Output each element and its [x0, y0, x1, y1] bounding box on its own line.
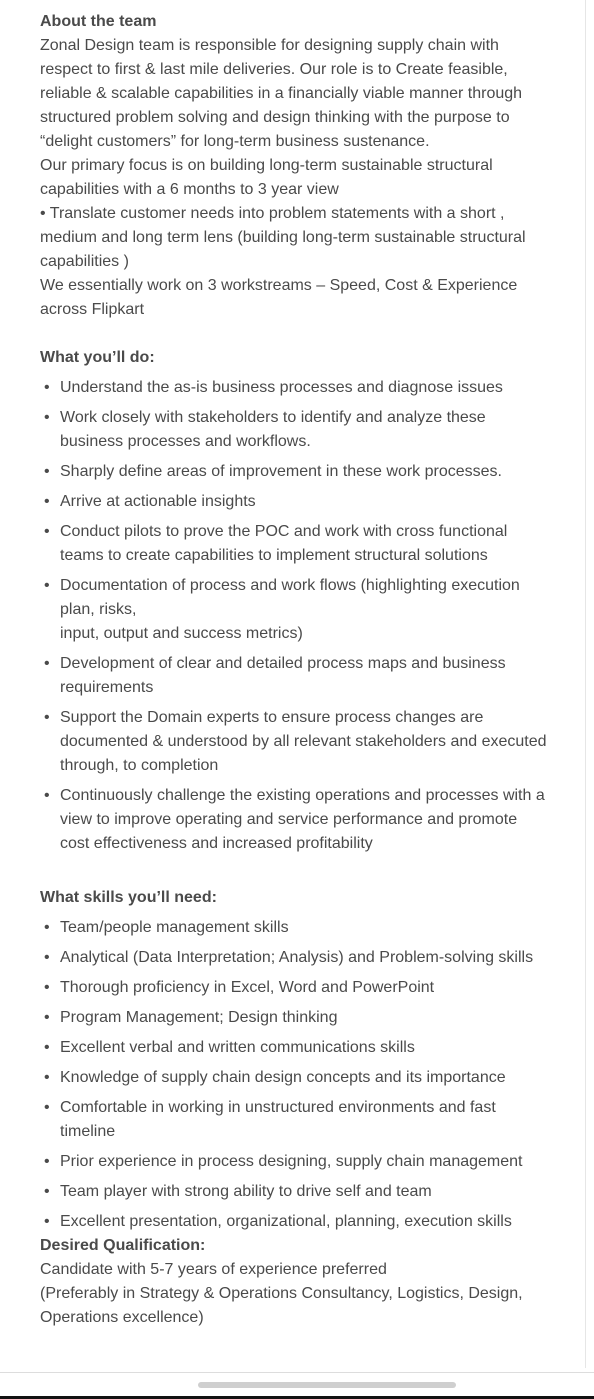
about-paragraph-1: Zonal Design team is responsible for designing supply chain with respect to first & last mile deliveries. Our role is to Create feasible, reliable & scalable capabilities in a financially viable manner through structured problem solving and design thinking with the purpose to “delight customers” for long-term business sustenance.: [40, 37, 523, 150]
bullet-icon: •: [44, 787, 50, 804]
list-item-text: Team player with strong ability to drive self and team: [60, 1183, 432, 1200]
list-item: [40, 1180, 550, 1204]
about-paragraph-4: We essentially work on 3 workstreams – Speed, Cost & Experience across Flipkart: [40, 277, 518, 318]
list-item: [40, 916, 550, 940]
bottom-bar: [0, 1372, 594, 1399]
list-item: [40, 652, 550, 700]
skills-list: [40, 916, 550, 1234]
list-item-text: Program Management; Design thinking: [60, 1009, 338, 1026]
list-item: [40, 490, 550, 514]
list-item-text: Documentation of process and work flows (highlighting execution plan, risks, input, output and success metrics): [60, 577, 520, 642]
what-you-do-section: [40, 346, 550, 856]
list-item-text: Excellent verbal and written communications skills: [60, 1039, 415, 1056]
list-item: [40, 784, 550, 856]
list-item-text: Development of clear and detailed process maps and business requirements: [60, 655, 506, 696]
what-you-do-heading: What you’ll do:: [40, 349, 155, 366]
bullet-icon: •: [44, 379, 50, 396]
list-item-text: Knowledge of supply chain design concepts and its importance: [60, 1069, 506, 1086]
about-paragraph-3: • Translate customer needs into problem statements with a short , medium and long term lens (building long-term sustainable structural capabilities ): [40, 205, 526, 270]
qualification-line-1: Candidate with 5-7 years of experience preferred: [40, 1261, 387, 1278]
list-item: [40, 1096, 550, 1144]
list-item: [40, 976, 550, 1000]
list-item-text: Excellent presentation, organizational, planning, execution skills: [60, 1213, 512, 1230]
list-item: [40, 1066, 550, 1090]
qualification-section: [40, 1234, 550, 1330]
section-gap: [40, 322, 550, 346]
about-heading: About the team: [40, 13, 157, 30]
home-indicator[interactable]: [198, 1382, 456, 1388]
list-item: [40, 1150, 550, 1174]
bullet-icon: •: [44, 1099, 50, 1116]
list-item-text: Support the Domain experts to ensure process changes are documented & understood by all relevant stakeholders and executed through, to completion: [60, 709, 547, 774]
list-item-text: Understand the as-is business processes and diagnose issues: [60, 379, 503, 396]
bullet-icon: •: [44, 1039, 50, 1056]
bullet-icon: •: [44, 1069, 50, 1086]
bullet-icon: •: [44, 1009, 50, 1026]
about-paragraph-2: Our primary focus is on building long-term sustainable structural capabilities with a 6 months to 3 year view: [40, 157, 493, 198]
list-item: [40, 1006, 550, 1030]
list-item: [40, 406, 550, 454]
skills-section: [40, 886, 550, 1234]
about-section: [40, 10, 550, 322]
list-item-text: Analytical (Data Interpretation; Analysis) and Problem-solving skills: [60, 949, 534, 966]
job-description-content: [40, 10, 550, 1330]
bullet-icon: •: [44, 493, 50, 510]
bullet-icon: •: [44, 523, 50, 540]
list-item: [40, 706, 550, 778]
bullet-icon: •: [44, 919, 50, 936]
list-item: [40, 376, 550, 400]
list-item-text: Work closely with stakeholders to identify and analyze these business processes and workflows.: [60, 409, 486, 450]
list-item-text: Arrive at actionable insights: [60, 493, 256, 510]
list-item-text: Comfortable in working in unstructured environments and fast timeline: [60, 1099, 496, 1140]
bullet-icon: •: [44, 1153, 50, 1170]
list-item-text: Prior experience in process designing, supply chain management: [60, 1153, 523, 1170]
list-item-text: Conduct pilots to prove the POC and work with cross functional teams to create capabilities to implement structural solutions: [60, 523, 508, 564]
list-item: [40, 1210, 550, 1234]
list-item-text: Team/people management skills: [60, 919, 289, 936]
bullet-icon: •: [44, 949, 50, 966]
bullet-icon: •: [44, 1183, 50, 1200]
list-item: [40, 946, 550, 970]
skills-heading: What skills you’ll need:: [40, 889, 217, 906]
list-item-text: Continuously challenge the existing operations and processes with a view to improve operating and service performance and promote cost effectiveness and increased profitability: [60, 787, 545, 852]
bullet-icon: •: [44, 655, 50, 672]
list-item: [40, 574, 550, 646]
list-item: [40, 520, 550, 568]
list-item: [40, 1036, 550, 1060]
list-item-text: Sharply define areas of improvement in these work processes.: [60, 463, 502, 480]
qualification-line-2: (Preferably in Strategy & Operations Consultancy, Logistics, Design, Operations excellence): [40, 1285, 523, 1326]
what-you-do-list: [40, 376, 550, 856]
list-item: [40, 460, 550, 484]
bullet-icon: •: [44, 709, 50, 726]
qualification-heading: Desired Qualification:: [40, 1237, 206, 1254]
section-gap: [40, 862, 550, 886]
bullet-icon: •: [44, 409, 50, 426]
bullet-icon: •: [44, 577, 50, 594]
bullet-icon: •: [44, 979, 50, 996]
bullet-icon: •: [44, 1213, 50, 1230]
bullet-icon: •: [44, 463, 50, 480]
list-item-text: Thorough proficiency in Excel, Word and PowerPoint: [60, 979, 435, 996]
